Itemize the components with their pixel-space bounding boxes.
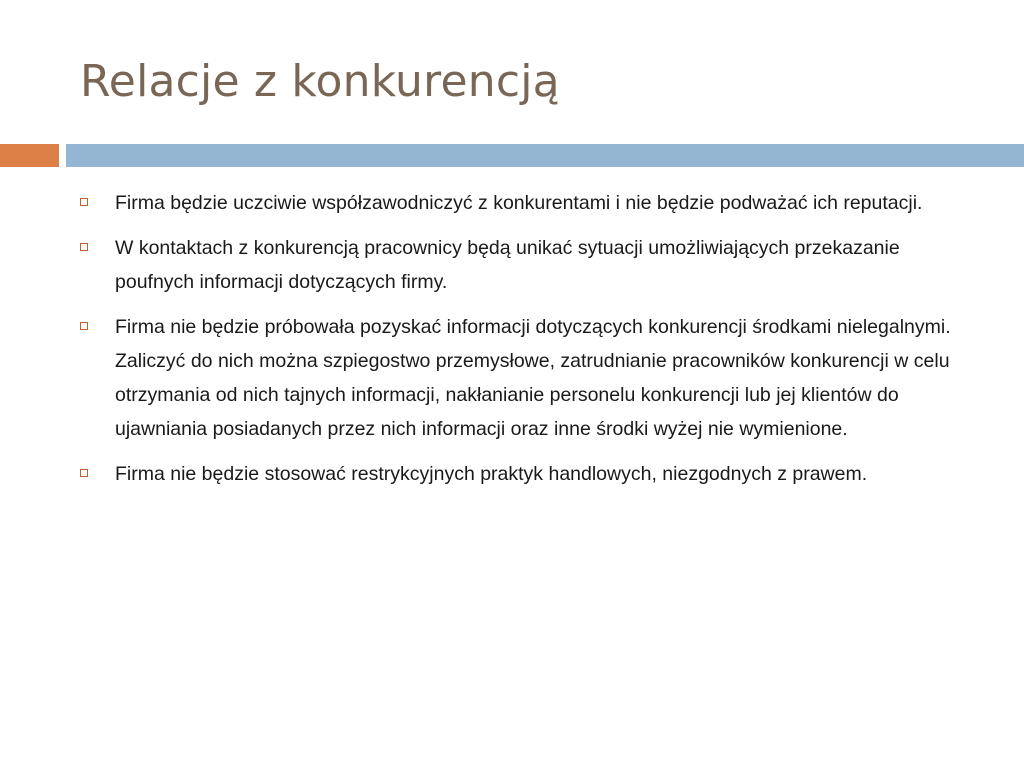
slide-title: Relacje z konkurencją bbox=[80, 56, 560, 107]
hollow-square-bullet-icon bbox=[80, 469, 88, 477]
bullet-item bbox=[80, 457, 980, 491]
bullet-text: Firma nie będzie stosować restrykcyjnych praktyk handlowych, niezgodnych z prawem. bbox=[115, 463, 868, 485]
bullet-text: Firma nie będzie próbowała pozyskać informacji dotyczących konkurencji środkami nielegalnymi. Zaliczyć do nich można szpiegostwo przemysłowe, zatrudnianie pracowników konkurencji w celu otrzymania od nich tajnych informacji, nakłanianie personelu konkurencji lub jej klientów do ujawniania posiadanych przez nich informacji oraz inne środki wyżej nie wymienione. bbox=[115, 316, 951, 440]
hollow-square-bullet-icon bbox=[80, 198, 88, 206]
bullet-list bbox=[80, 186, 980, 502]
bullet-text: W kontaktach z konkurencją pracownicy będą unikać sytuacji umożliwiających przekazanie poufnych informacji dotyczących firmy. bbox=[115, 237, 900, 293]
bullet-item bbox=[80, 231, 980, 299]
hollow-square-bullet-icon bbox=[80, 322, 88, 330]
bullet-text: Firma będzie uczciwie współzawodniczyć z konkurentami i nie będzie podważać ich reputacji. bbox=[115, 192, 923, 214]
hollow-square-bullet-icon bbox=[80, 243, 88, 251]
bullet-item bbox=[80, 186, 980, 220]
bullet-item bbox=[80, 310, 980, 446]
title-rule-accent bbox=[0, 144, 59, 167]
title-rule-main bbox=[66, 144, 1024, 167]
